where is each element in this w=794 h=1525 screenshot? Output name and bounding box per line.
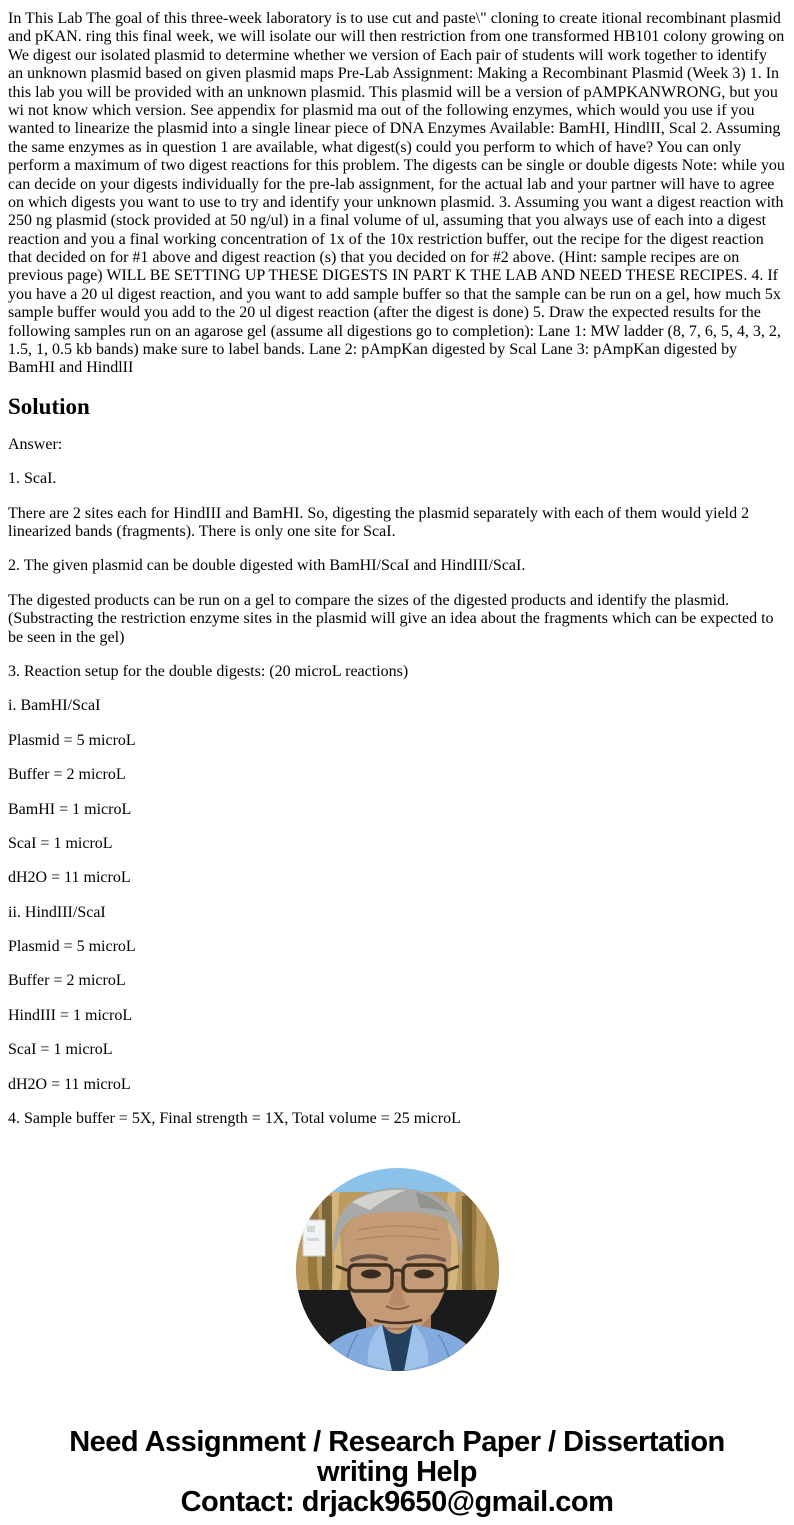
promo-heading — [8, 1427, 786, 1517]
solution-paragraph-digest-ii-dh2o: dH2O = 11 microL — [8, 1075, 131, 1093]
solution-paragraph-answer-1: 1. ScaI. — [8, 470, 57, 488]
solution-paragraph-digest-i-bamhi: BamHI = 1 microL — [8, 800, 132, 818]
promo-line2: writing Help — [317, 1456, 477, 1489]
solution-paragraph-digest-ii-plasmid: Plasmid = 5 microL — [8, 938, 136, 956]
tutor-photo — [296, 1168, 499, 1371]
solution-paragraph-answer-3: 3. Reaction setup for the double digests: (20 microL reactions) — [8, 662, 409, 680]
solution-paragraph-digest-i-plasmid: Plasmid = 5 microL — [8, 731, 136, 749]
solution-paragraph-digest-ii-title: ii. HindIII/ScaI — [8, 903, 106, 921]
solution-paragraph-digest-ii-buffer: Buffer = 2 microL — [8, 972, 126, 990]
solution-paragraph-digest-i-title: i. BamHI/ScaI — [8, 697, 101, 715]
promo-contact-email: Contact: drjack9650@gmail.com — [180, 1486, 614, 1519]
solution-paragraph-answer-2-detail: The digested products can be run on a gel to compare the sizes of the digested products and identify the plasmid. (Substracting the restriction enzyme sites in the plasmid will give an idea about the fragments which can be expected to be seen in the gel) — [8, 591, 774, 646]
tutor-portrait-image — [296, 1168, 499, 1371]
solution-paragraph-answer-4: 4. Sample buffer = 5X, Final strength = 1X, Total volume = 25 microL — [8, 1110, 461, 1128]
solution-paragraph-digest-ii-hindiii: HindIII = 1 microL — [8, 1006, 133, 1024]
solution-paragraph-answer-label: Answer: — [8, 435, 63, 453]
solution-paragraph-digest-i-scai: ScaI = 1 microL — [8, 834, 113, 852]
solution-paragraph-digest-ii-scai: ScaI = 1 microL — [8, 1041, 113, 1059]
solution-heading: Solution — [8, 393, 90, 419]
solution-paragraph-digest-i-buffer: Buffer = 2 microL — [8, 766, 126, 784]
question-text: In This Lab The goal of this three-week laboratory is to use cut and paste\" cloning to create itional recombinant plasmid and pKAN. ring this final week, we will isolate our will then restriction from one transformed HB101 colony growing on We digest our isolated plasmid to determine whether we version of Each pair of students will work together to identify an unknown plasmid based on given plasmid maps Pre-Lab Assignment: Making a Recombinant Plasmid (Week 3) 1. In this lab you will be provided with an unknown plasmid. This plasmid will be a version of pAMPKANWRONG, but you wi not know which version. See appendix for plasmid ma out of the following enzymes, which would you use if you wanted to linearize the plasmid into a single linear piece of DNA Enzymes Available: BamHI, HindlII, Scal 2. Assuming the same enzymes as in question 1 are available, what digest(s) could you perform to which of have? You can only perform a maximum of two digest reactions for this problem. The digests can be single or double digests Note: while you can decide on your digests individually for the pre-lab assignment, for the actual lab and your partner will have to agree on which digests you want to use to try and identify your unknown plasmid. 3. Assuming you want a digest reaction with 250 ng plasmid (stock provided at 50 ng/ul) in a final volume of ul, assuming that you always use of each into a digest reaction and you a final working concentration of 1x of the 10x restriction buffer, out the recipe for the digest reaction that decided on for #1 above and digest reaction (s) that you decided on for #2 above. (Hint: sample recipes are on previous page) WILL BE SETTING UP THESE DIGESTS IN PART K THE LAB AND NEED THESE RECIPES. 4. If you have a 20 ul digest reaction, and you want to add sample buffer so that the sample can be run on a gel, how much 5x sample buffer would you add to the 20 ul digest reaction (after the digest is done) 5. Draw the expected results for the following samples run on an agarose gel (assume all digestions go to completion): Lane 1: MW ladder (8, 7, 6, 5, 4, 3, 2, 1.5, 1, 0.5 kb bands) make sure to label bands. Lane 2: pAmpKan digested by Scal Lane 3: pAmpKan digested by BamHI and HindlII — [8, 10, 785, 377]
solution-paragraph-digest-i-dh2o: dH2O = 11 microL — [8, 869, 131, 887]
solution-paragraph-answer-2: 2. The given plasmid can be double digested with BamHI/ScaI and HindIII/ScaI. — [8, 557, 526, 575]
promo-line1: Need Assignment / Research Paper / Dissertation — [69, 1426, 725, 1459]
solution-paragraph-answer-1-detail: There are 2 sites each for HindIII and BamHI. So, digesting the plasmid separately with each of them would yield 2 linearized bands (fragments). There is only one site for ScaI. — [8, 504, 750, 540]
